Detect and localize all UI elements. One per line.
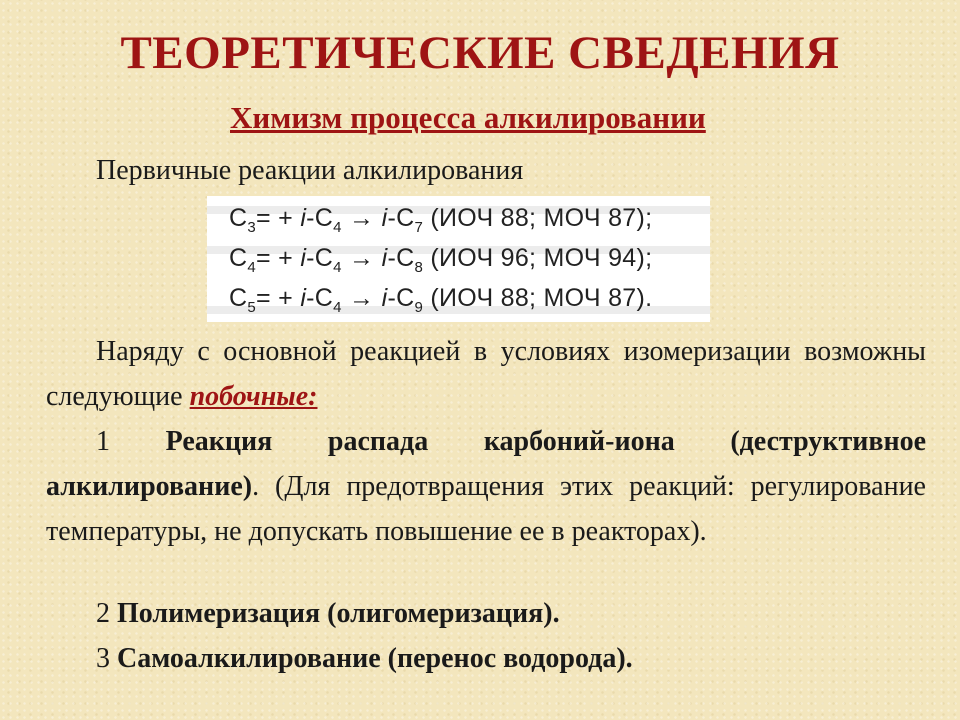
list-item-2 (96, 598, 560, 630)
reaction-equations-image (207, 196, 710, 322)
item-number: 3 (96, 643, 117, 674)
intro-text: Первичные реакции алкилирования (96, 155, 524, 186)
reaction-line: $C_5= + i-C_4 \to i-C_9$ (ИОЧ 88; МОЧ 87). (229, 284, 653, 316)
paragraph-text: Наряду с основной реакцией в условиях изомеризации возможны следующие (46, 336, 926, 412)
side-reactions-highlight: побочные: (189, 381, 318, 412)
reaction-line: $C_4= + i-C_4 \to i-C_8$ (ИОЧ 96; МОЧ 94); (229, 244, 653, 276)
item-heading: Реакция распада карбоний-иона (деструктивное алкилирование) (46, 426, 927, 502)
item-description: . (Для предотвращения этих реакций: регулирование температуры, не допускать повышение ее в реакторах). (46, 471, 926, 547)
list-item-3 (96, 643, 633, 675)
item-number: 2 (96, 598, 117, 629)
item-number: 1 (96, 426, 166, 457)
paragraph-side-reactions (46, 329, 926, 419)
paragraph-item-1 (46, 419, 926, 554)
slide-title: ТЕОРЕТИЧЕСКИЕ СВЕДЕНИЯ (120, 27, 840, 79)
item-heading: Самоалкилирование (перенос водорода). (117, 643, 633, 674)
reaction-line: $C_3= + i-C_4 \to i-C_7$ (ИОЧ 88; МОЧ 87); (229, 204, 653, 236)
item-heading: Полимеризация (олигомеризация). (117, 598, 560, 629)
slide-subtitle: Химизм процесса алкилировании (230, 100, 706, 135)
